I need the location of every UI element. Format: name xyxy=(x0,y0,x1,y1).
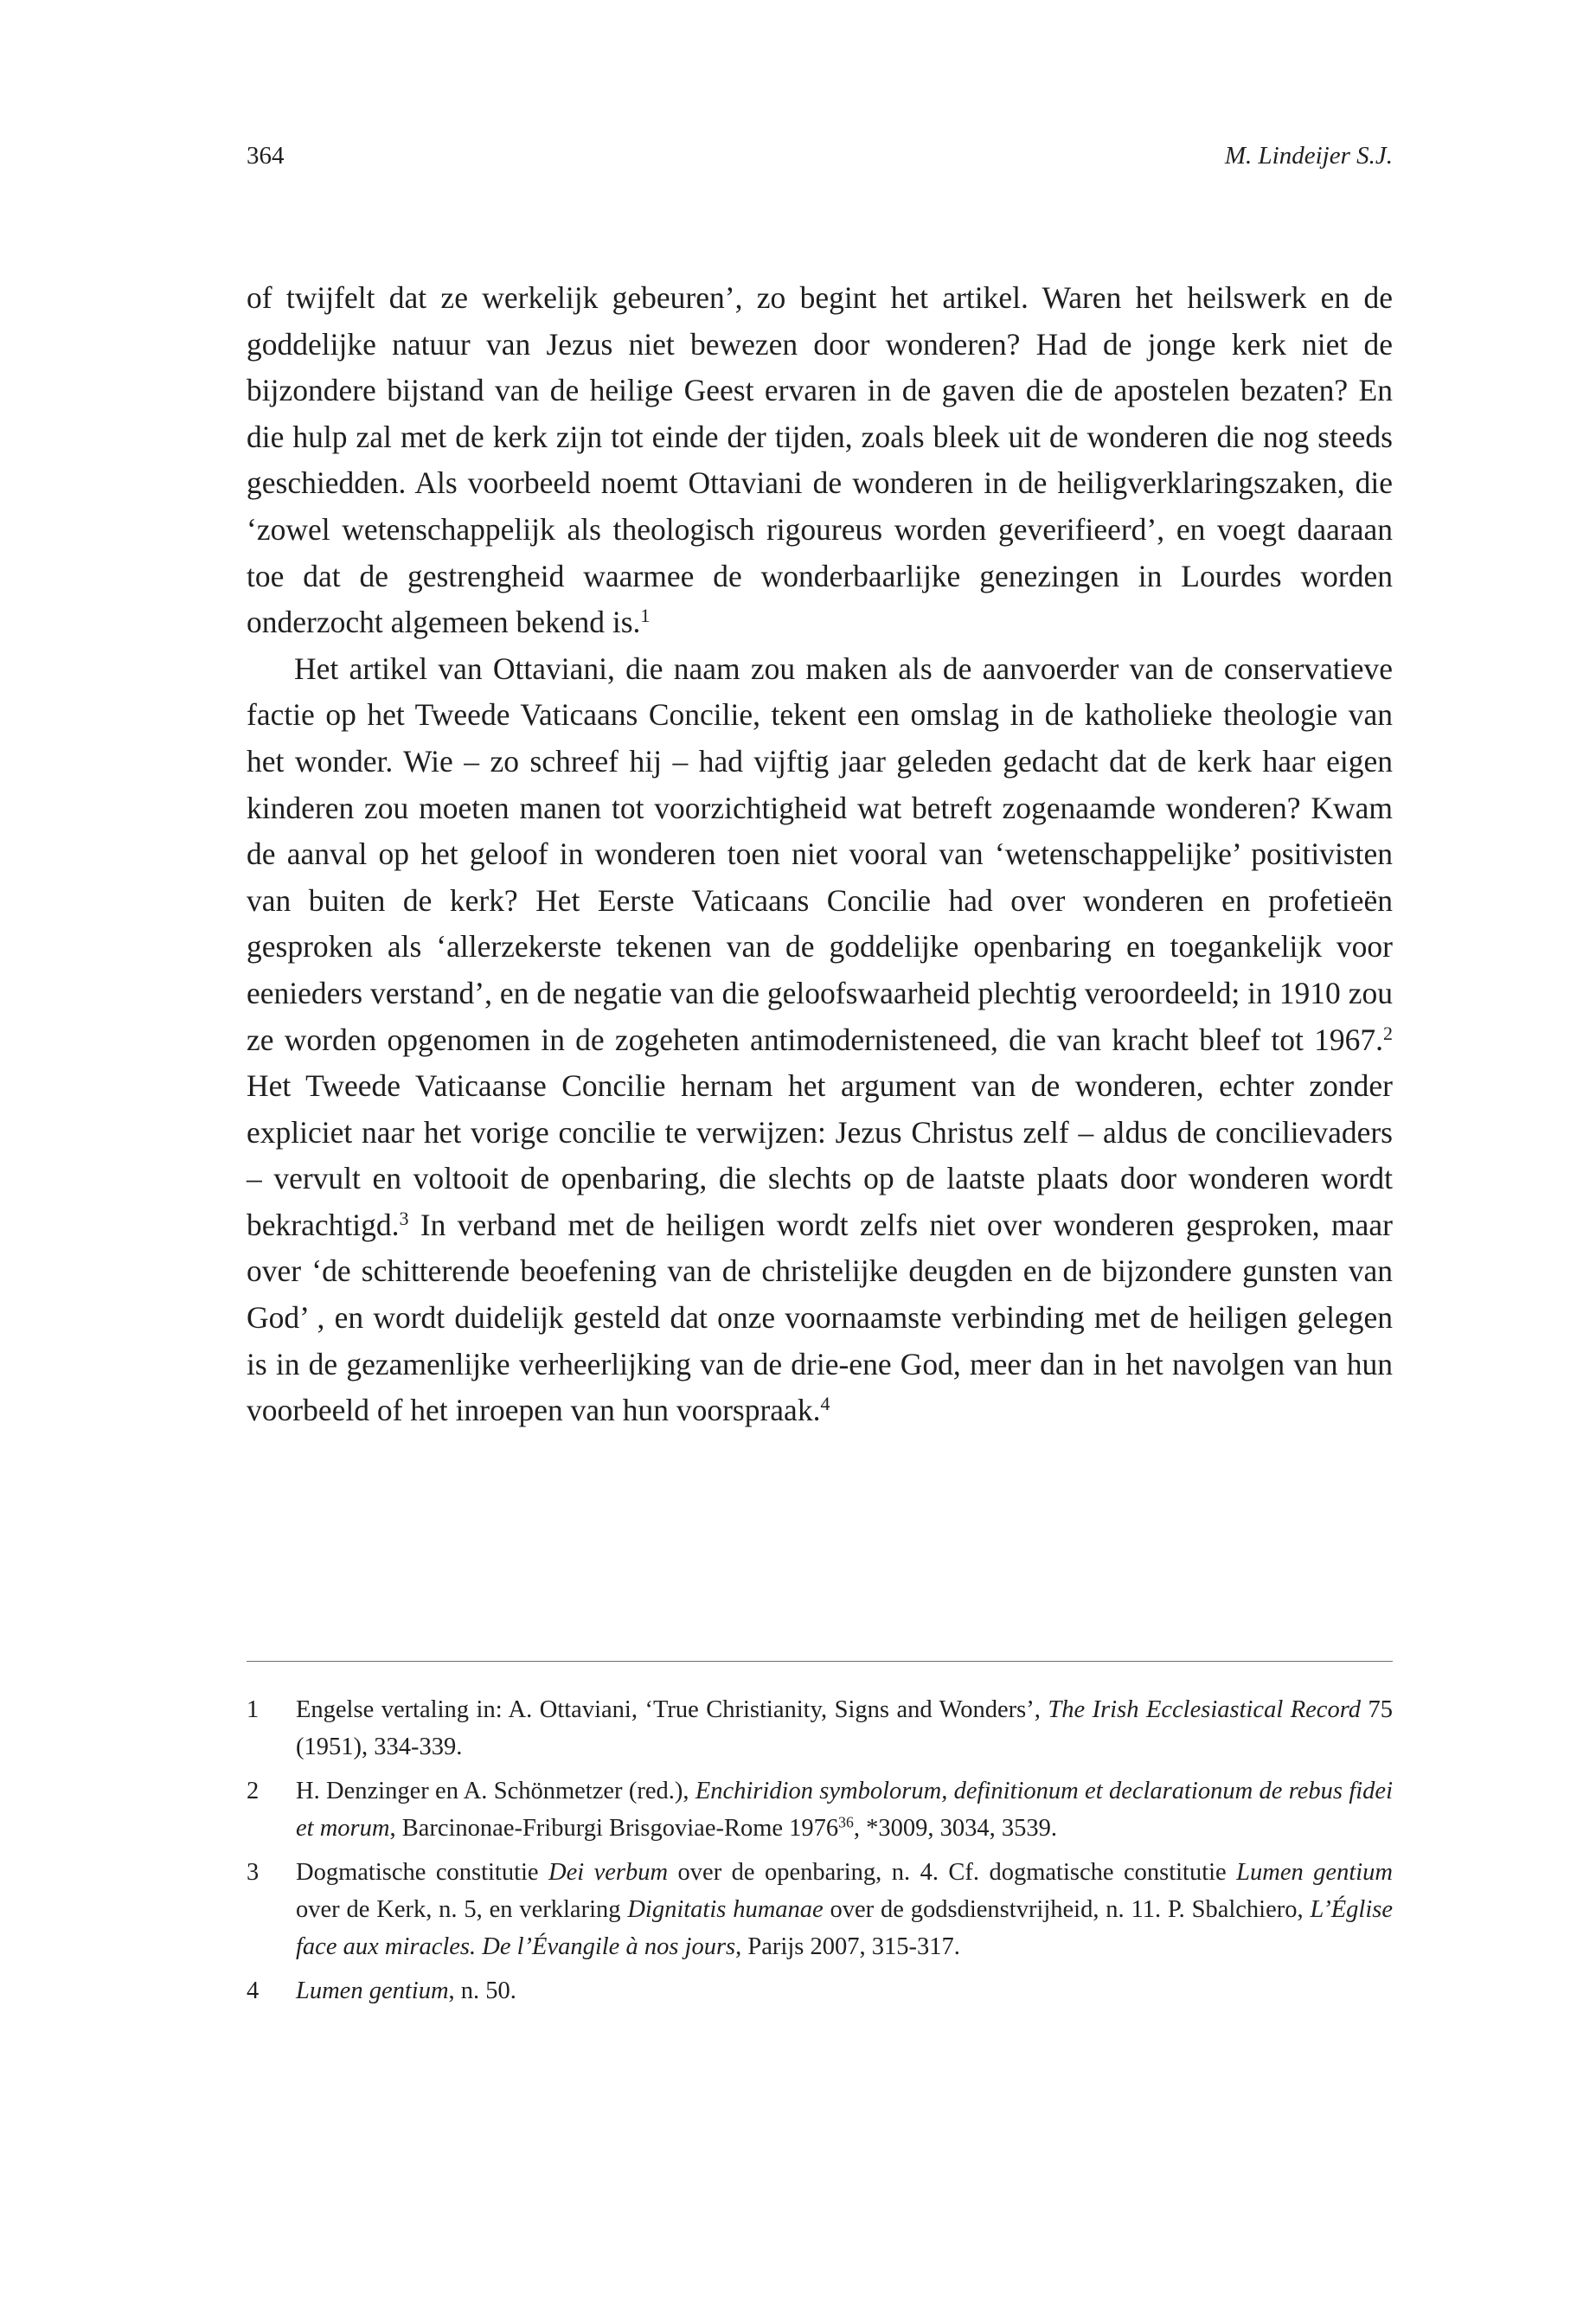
body-text xyxy=(247,275,1393,1434)
footnote-title: Lumen gentium xyxy=(296,1977,449,2004)
footnote-number: 2 xyxy=(247,1778,260,1804)
footnote-ref-4: 4 xyxy=(820,1393,830,1415)
footnote-title: Dignitatis humanae xyxy=(627,1896,824,1923)
footnote-ref-2: 2 xyxy=(1383,1022,1393,1044)
footnote-text: , n. 50. xyxy=(448,1977,516,2004)
paragraph-2 xyxy=(247,646,1393,1434)
page-number: 364 xyxy=(247,142,285,170)
footnote-4 xyxy=(247,1972,1393,2009)
footnote-text: , Barcinonae-Friburgi Brisgoviae-Rome 1976 xyxy=(389,1815,839,1842)
footnote-text: over de godsdienstvrijheid, n. 11. P. Sbalchiero, xyxy=(823,1896,1311,1923)
edition-superscript: 36 xyxy=(838,1813,854,1831)
footnote-ref-3: 3 xyxy=(399,1207,409,1229)
footnotes xyxy=(247,1691,1393,2016)
footnote-title: Dei verbum xyxy=(548,1859,669,1886)
footnote-2 xyxy=(247,1772,1393,1847)
footnote-title: Enchiridion symbolorum, definitionum et declarationum de rebus fidei et morum xyxy=(296,1778,1393,1842)
footnote-text: H. Denzinger en A. Schönmetzer (red.), xyxy=(296,1778,695,1804)
footnote-text: , *3009, 3034, 3539. xyxy=(853,1815,1057,1842)
footnote-1 xyxy=(247,1691,1393,1766)
footnote-text: , Parijs 2007, 315-317. xyxy=(735,1933,960,1960)
footnote-ref-1: 1 xyxy=(640,605,651,627)
running-head-author: M. Lindeijer S.J. xyxy=(1224,142,1393,170)
footnote-title: The Irish Ecclesiastical Record xyxy=(1048,1696,1361,1723)
footnote-text: 75 (1951), 334-339. xyxy=(296,1696,1393,1760)
footnote-text: over de Kerk, n. 5, en verklaring xyxy=(296,1896,628,1923)
paragraph-1-text: of twijfelt dat ze werkelijk gebeuren’, zo begint het artikel. Waren het heilswerk en de goddelijke natuur van Jezus niet bewezen door wonderen? Had de jonge kerk niet de bijzondere bijstand van de heilige Geest ervaren in de gaven die de apostelen bezaten? En die hulp zal met de kerk zijn tot einde der tijden, zoals bleek uit de wonderen die nog steeds geschiedden. Als voorbeeld noemt Ottaviani de wonderen in de heiligverklaringszaken, die ‘zowel wetenschappelijk als theologisch rigoureus worden geverifieerd’, en voegt daaraan toe dat de gestrengheid waarmee de wonderbaarlijke genezingen in Lourdes worden onderzocht algemeen bekend is. xyxy=(247,280,1393,640)
footnote-3 xyxy=(247,1854,1393,1965)
footnote-number: 4 xyxy=(247,1977,260,2004)
footnote-title: L’Église face aux miracles. De l’Évangile à nos jours xyxy=(296,1896,1393,1960)
footnote-number: 3 xyxy=(247,1859,260,1886)
footnote-number: 1 xyxy=(247,1696,260,1723)
paragraph-1 xyxy=(247,275,1393,646)
paragraph-2-text-c: In verband met de heiligen wordt zelfs niet over wonderen gesproken, maar over ‘de schitterende beoefening van de christelijke deugden en de bijzondere gunsten van God’ , en wordt duidelijk gesteld dat onze voornaamste verbinding met de heiligen gelegen is in de gezamenlijke verheerlijking van de drie-ene God, meer dan in het navolgen van hun voorbeeld of het inroepen van hun voorspraak. xyxy=(247,1207,1393,1428)
footnote-text: Engelse vertaling in: A. Ottaviani, ‘True Christianity, Signs and Wonders’, xyxy=(296,1696,1048,1723)
footnote-text: Dogmatische constitutie xyxy=(296,1859,549,1886)
paragraph-2-text-b: Het Tweede Vaticaanse Concilie hernam het argument van de wonderen, echter zonder expliciet naar het vorige concilie te verwijzen: Jezus Christus zelf – aldus de concilievaders – vervult en voltooit de openbaring, die slechts op de laatste plaats door wonderen wordt bekrachtigd. xyxy=(247,1068,1393,1242)
book-page xyxy=(247,0,1393,2301)
footnote-title: Lumen gentium xyxy=(1236,1859,1394,1886)
footnote-divider xyxy=(247,1661,1393,1662)
footnote-text: over de openbaring, n. 4. Cf. dogmatische constitutie xyxy=(668,1859,1237,1886)
paragraph-2-text-a: Het artikel van Ottaviani, die naam zou maken als de aanvoerder van de conservatieve factie op het Tweede Vaticaans Concilie, tekent een omslag in de katholieke theologie van het wonder. Wie – zo schreef hij – had vijftig jaar geleden gedacht dat de kerk haar eigen kinderen zou moeten manen tot voorzichtigheid wat betreft zogenaamde wonderen? Kwam de aanval op het geloof in wonderen toen niet vooral van ‘wetenschappelijke’ positivisten van buiten de kerk? Het Eerste Vaticaans Concilie had over wonderen en profetieën gesproken als ‘allerzekerste tekenen van de goddelijke openbaring en toegankelijk voor eenieders verstand’, en de negatie van die geloofswaarheid plechtig veroordeeld; in 1910 zou ze worden opgenomen in de zogeheten antimodernisteneed, die van kracht bleef tot 1967. xyxy=(247,651,1393,1057)
